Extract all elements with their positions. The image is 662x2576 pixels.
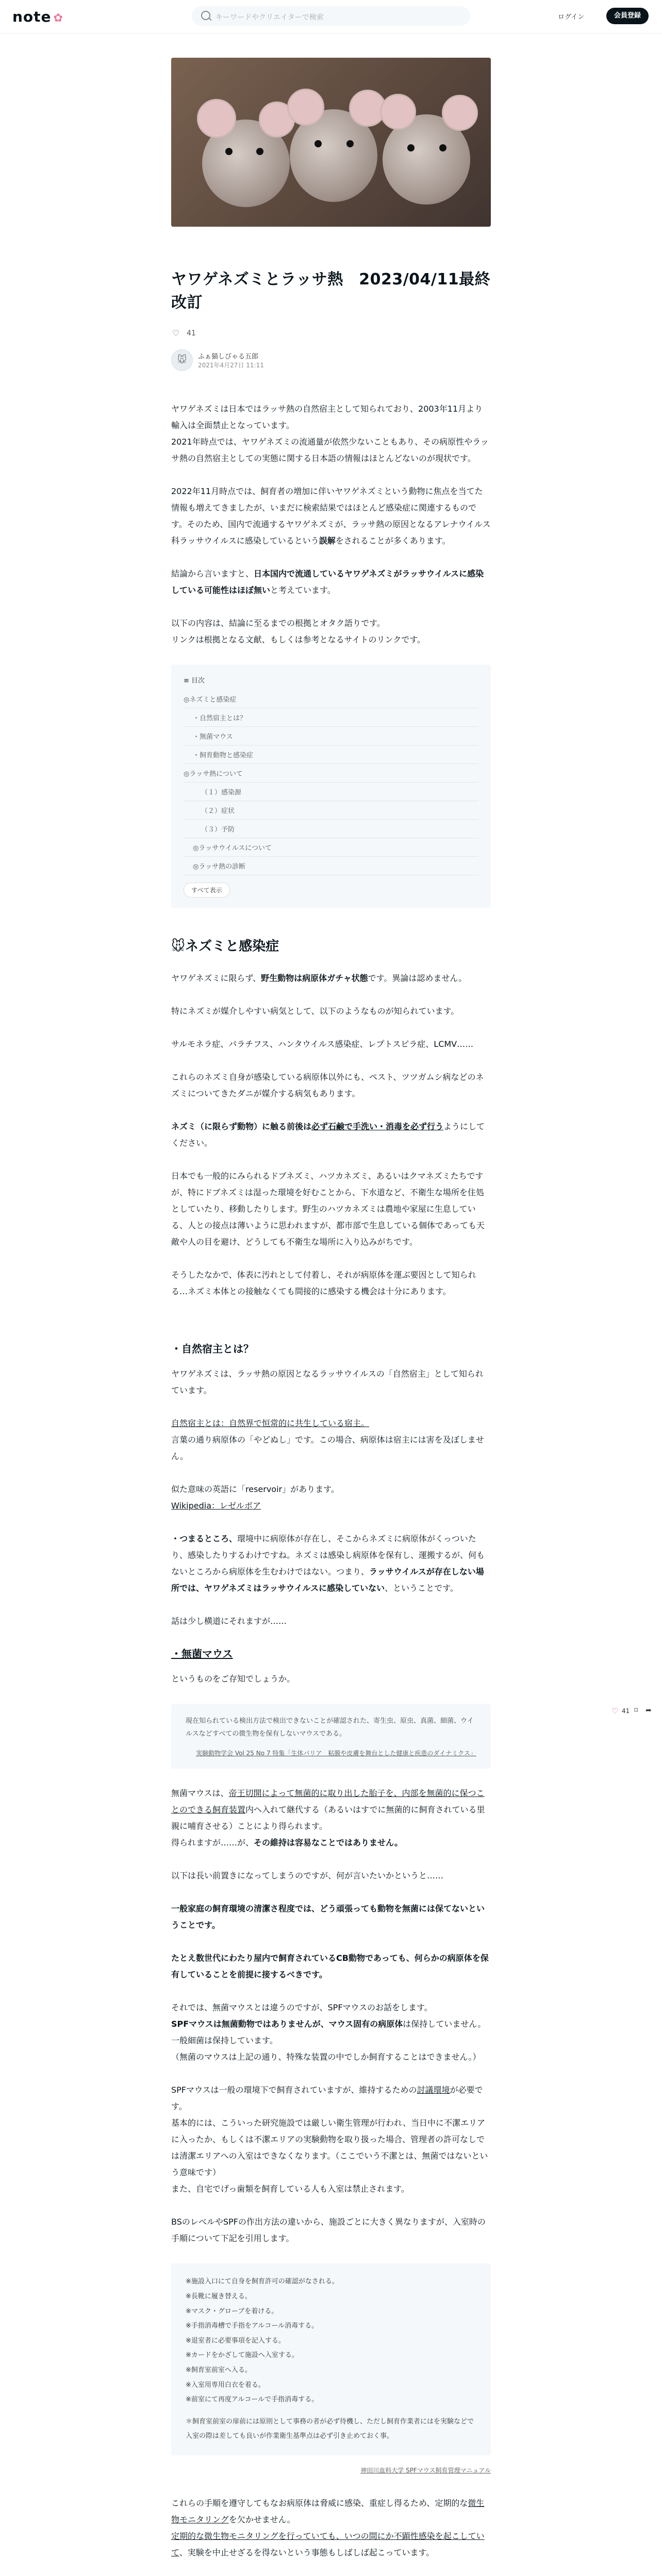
intro-paragraph: ヤワゲネズミは日本ではラッサ熱の自然宿主として知られており、2003年11月より輸入は全面禁止となっています。 2021年時点では、ヤワゲネズミの流通量が依然少ないこともあり、その病原性やラッサ熱の自然宿主としての実態に関する日本語の情報はほとんどないのが現状です。: [171, 404, 489, 463]
paragraph: ・つまるところ、環境中に病原体が存在し、そこからネズミに病原体がくっついたり、感染したりするわけですね。ネズミは感染し病原体を保有し、運搬するが、何もないところから病原体を生むわけではない。つまり、ラッサウイルスが存在しない場所では、ヤワゲネズミはラッサウイルスに感染していない、ということです。: [171, 1534, 485, 1593]
toc-item[interactable]: ・自然宿主とは？: [184, 708, 478, 727]
paragraph: 自然宿主とは：自然界で恒常的に共生している宿主。 言葉の通り病原体の「やどぬし」です。この場合、病原体は宿主には害を及ぼしません。: [171, 1418, 484, 1461]
like-area[interactable]: [171, 328, 491, 340]
quote-text: 現在知られている検出方法で検出できないことが確認された、寄生虫、原虫、真菌、細菌、ウイルスなどすべての微生物を保有しないマウスである。: [186, 1717, 474, 1738]
paragraph: というものをご存知でしょうか。: [171, 1674, 295, 1684]
paragraph: ヤワゲネズミは、ラッサ熱の原因となるラッサウイルスの「自然宿主」として知られています。: [171, 1369, 484, 1395]
subsection-heading: ・無菌マウス: [171, 1648, 233, 1660]
quote-source-link[interactable]: 実験動物学会 Vol 25 No 7 特集「生体バリア 粘膜や皮膚を舞台とした健康と疾患のダイナミクス」: [196, 1750, 476, 1757]
paragraph: これらの手順を遵守してもなお病原体は脅威に感染、重症し得るため、定期的な微生物モニタリングを欠かせません。 定期的な微生物モニタリングを行っていても、いつの間にか不顕性感染を起こしていて、実験を中止せざるを得ないという事態もしばしば起こっています。: [171, 2498, 485, 2557]
share-icon[interactable]: ➦: [646, 1706, 652, 1715]
paragraph: ネズミ（に限らず動物）に触る前後は必ず石鹸で手洗い・消毒を必ず行うようにしてください。: [171, 1122, 485, 1148]
conclusion-paragraph: 結論から言いますと、日本国内で流通しているヤワゲネズミがラッサウイルスに感染している可能性はほぼ無いと考えています。: [171, 569, 484, 595]
toc-item[interactable]: ◎ネズミと感染症: [184, 690, 478, 708]
wikipedia-link[interactable]: Wikipedia：レゼルボア: [171, 1501, 261, 1511]
subsection-heading: ・自然宿主とは？: [171, 1343, 254, 1355]
paragraph: 日本でも一般的にみられるドブネズミ、ハツカネズミ、あるいはクマネズミたちですが、特にドブネズミは湿った環境を好むことから、下水道など、不衛生な場所を住処としていたり、移動したりします。野生のハツカネズミは農地や家屋に生息している、人との接点は薄いように思われますが、都市部で生息している個体であっても天敵や人の目を避け、どうしても不衛生な場所に入り込みがちです。: [171, 1171, 485, 1247]
procedure-line: [186, 2408, 476, 2415]
paragraph: BSのレベルやSPFの作出方法の違いから、施設ごとに大きく異なりますが、入室時の手順について下記を引用します。: [171, 2217, 486, 2244]
paragraph: SPFマウスは一般の環境下で飼育されていますが、維持するための討議環境が必要です。 基本的には、こういった研究施設では厳しい衛生管理が行われ、当日中に不潔エリアに入ったか、もしくは不潔エリアの実験動物を取り扱った場合、管理者の許可なしでは清潔エリアへの入室はできなくなります。（ここでいう不潔とは、無菌ではないという意味です） また、自宅でげっ歯類を飼育している人も入室は禁止されます。: [171, 2085, 488, 2194]
table-of-contents: [171, 665, 491, 908]
toc-item[interactable]: ・無菌マウス: [184, 727, 478, 745]
avatar[interactable]: 🐭: [171, 349, 193, 371]
toc-item[interactable]: ◎ラッサ熱について: [184, 764, 478, 783]
heart-icon[interactable]: ♡: [611, 1706, 619, 1716]
blockquote: [171, 1704, 491, 1769]
login-link[interactable]: ログイン: [558, 13, 585, 21]
toc-item[interactable]: ◎ラッサウイルスについて: [184, 838, 478, 857]
paragraph: 似た意味の英語に「reservoir」があります。 Wikipedia：レゼルボア: [171, 1484, 339, 1511]
bookmark-icon[interactable]: ⌑: [634, 1706, 638, 1715]
procedure-line: ＊飼育室前室の扉前には原則として事務の者が必ず待機し、ただし飼育作業者にはを実験などで入室の際は差しても良いが作業衛生基準点は必ず引き止めておく事。: [186, 2417, 474, 2441]
procedure-line: ※カードをかざして施設へ入室する。: [186, 2351, 299, 2360]
paragraph: ヤワゲネズミに限らず、野生動物は病原体ガチャ状態です。異論は認めません。: [171, 973, 467, 983]
procedure-line: ※飼育室前室へ入る。: [186, 2366, 252, 2374]
toc-item[interactable]: （３）予防: [184, 820, 478, 838]
paragraph: 以下は長い前置きになってしまうのですが、何が言いたいかというと……: [171, 1871, 444, 1881]
floating-actions: [611, 1705, 658, 1718]
toc-item[interactable]: ◎ラッサ熱の診断: [184, 857, 478, 875]
procedure-box: [171, 2263, 491, 2455]
section-heading: 🐭ネズミと感染症: [171, 939, 279, 954]
side-like-count: 41: [622, 1707, 630, 1715]
paragraph: 特にネズミが媒介しやすい病気として、以下のようなものが知られています。: [171, 1006, 459, 1016]
post-date: 2021年4月27日 11:11: [198, 362, 264, 369]
like-count: 41: [187, 329, 196, 337]
article: [171, 58, 491, 2576]
procedure-line: ※手指消毒槽で手指をアルコール消毒する。: [186, 2322, 319, 2330]
search-box[interactable]: [192, 6, 470, 26]
search-icon: [201, 11, 210, 20]
signup-button[interactable]: 会員登録: [606, 8, 649, 24]
procedure-line: ※前室にて再度アルコールで手指消毒する。: [186, 2396, 319, 2404]
paragraph: 無菌マウスは、帝王切開によって無菌的に取り出した胎子を、内部を無菌的に保つことのできる飼育装置内へ入れて継代する（あるいはすでに無菌的に飼育されている里親に哺育させる）ことにより得られます。 得られますが……が、その維持は容易なことではありません。: [171, 1788, 485, 1848]
box-source-link[interactable]: 神田川血料大学 SPFマウス飼育管理マニュアル: [360, 2466, 491, 2474]
paragraph: それでは、無菌マウスとは違うのですが、SPFマウスのお話をします。 SPFマウスは無菌動物ではありませんが、マウス固有の病原体は保持していません。一般細菌は保持しています。 （無菌のマウスは上記の通り、特殊な装置の中でしか飼育することはできません。）: [171, 2003, 486, 2062]
toc-heading: ≡ 目次: [184, 677, 205, 685]
paragraph: 話は少し横道にそれますが……: [171, 1616, 287, 1626]
toc-item[interactable]: （２）症状: [184, 801, 478, 820]
paragraph: そうしたなかで、体表に汚れとして付着し、それが病原体を運ぶ要因として知られる…ネズミ本体との接触なくても間接的に感染する機会は十分にあります。: [171, 1270, 476, 1296]
paragraph: たとえ数世代にわたり屋内で飼育されているCB動物であっても、何らかの病原体を保有していることを前提に接するべきです。: [171, 1953, 489, 1980]
procedure-line: ※退室者に必要事項を記入する。: [186, 2336, 285, 2345]
heart-icon[interactable]: ♡: [172, 328, 180, 338]
hero-image: [171, 58, 491, 227]
author-block[interactable]: [171, 349, 491, 372]
toc-item[interactable]: （１）感染源: [184, 783, 478, 801]
paragraph: 一般家庭の飼育環境の清潔さ程度では、どう頑張っても動物を無菌には保てないということです。: [171, 1904, 485, 1930]
procedure-line: ※入室用専用白衣を着る。: [186, 2381, 265, 2389]
paragraph: これらのネズミ自身が感染している病原体以外にも、ペスト、ツツガムシ病などのネズミについてきたダニが媒介する病気もあります。: [171, 1072, 484, 1098]
article-title: ヤワゲネズミとラッサ熱 2023/04/11最終改訂: [171, 270, 491, 312]
procedure-line: ※マスク・グローブを着ける。: [186, 2307, 278, 2315]
paragraph: サルモネラ症、パラチフス、ハンタウイルス感染症、レプトスピラ症、LCMV……: [171, 1039, 474, 1049]
logo-text: note: [12, 8, 52, 25]
author-name[interactable]: ふぁ猫しびゃる五郎: [198, 353, 259, 361]
procedure-line: ※施設入口にて自身を飼育許可の確認がなされる。: [186, 2278, 339, 2286]
note-logo[interactable]: [12, 8, 63, 25]
toc-show-all-button[interactable]: すべて表示: [184, 883, 230, 897]
flower-icon: ✿: [53, 12, 63, 25]
toc-item[interactable]: ・飼育動物と感染症: [184, 745, 478, 764]
procedure-line: ※長靴に履き替える。: [186, 2292, 252, 2300]
site-header: [0, 0, 662, 33]
search-input[interactable]: キーワードやクリエイターで検索: [216, 13, 324, 22]
paragraph: 2022年11月時点では、飼育者の増加に伴いヤワゲネズミという動物に焦点を当てた情報も増えてきましたが、いまだに検索結果ではほとんど感染症に関連するものです。そのため、国内で流通するヤワゲネズミが、ラッサ熱の原因となるアレナウイルス科ラッサウイルスに感染しているという誤解をされることが多くあります。: [171, 486, 491, 546]
paragraph: 以下の内容は、結論に至るまでの根拠とオタク語りです。 リンクは根拠となる文献、もしくは参考となるサイトのリンクです。: [171, 618, 425, 645]
